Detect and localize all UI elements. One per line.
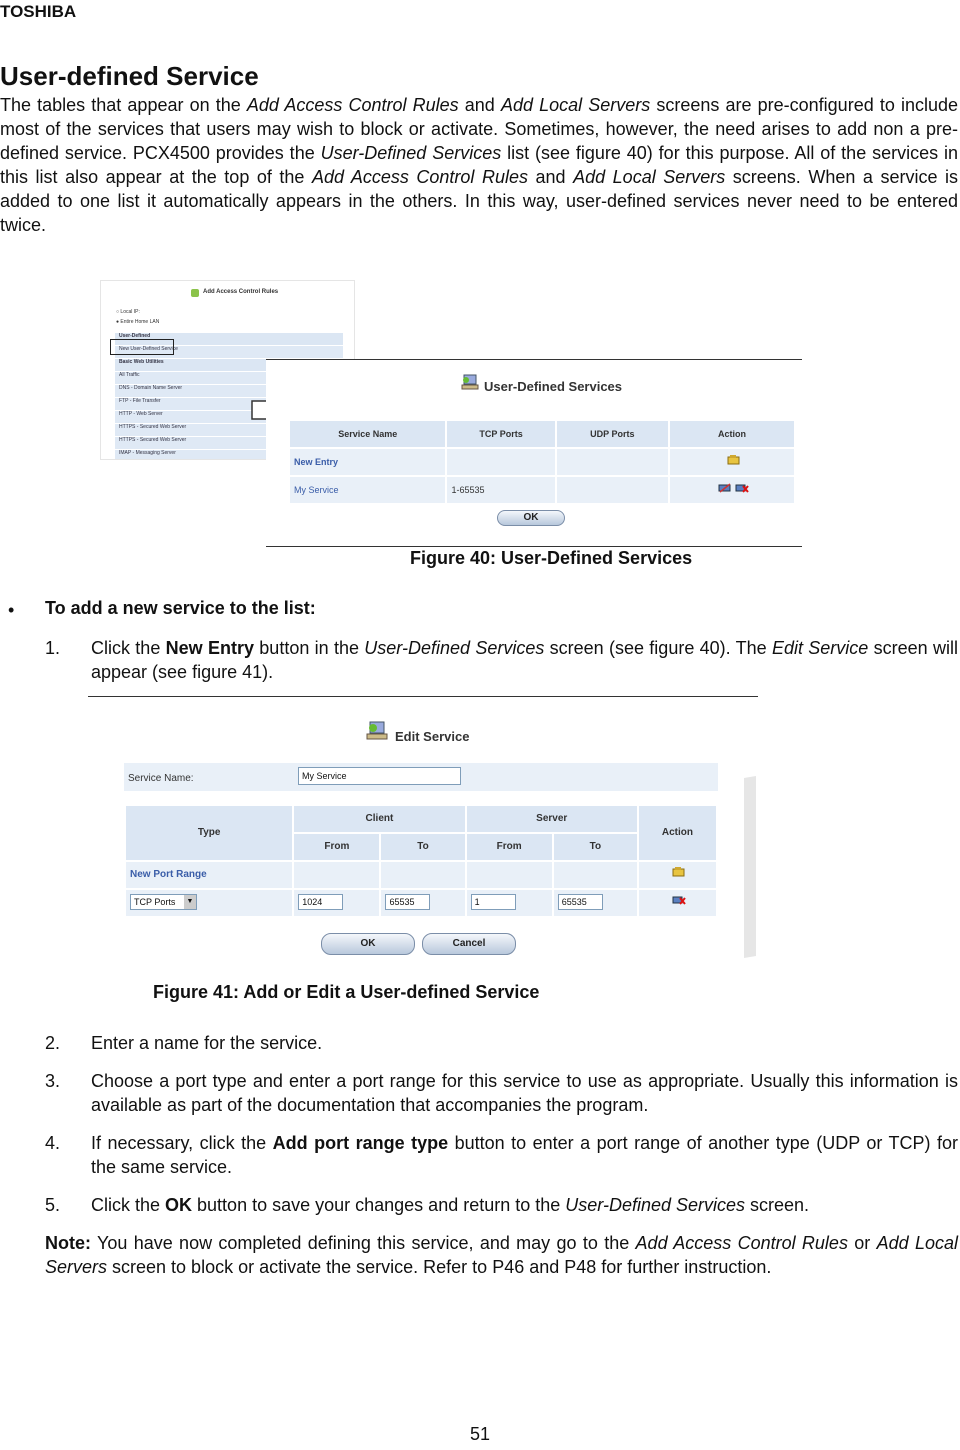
service-name-label: Service Name: <box>128 773 194 784</box>
table-row: All Traffic <box>115 372 343 384</box>
my-service-link[interactable]: My Service <box>290 477 445 503</box>
port-type-select[interactable]: TCP Ports ▼ <box>130 894 197 910</box>
section-title: User-defined Service <box>0 61 259 91</box>
client-to-input[interactable]: 65535 <box>385 894 430 910</box>
new-port-range-link[interactable]: New Port Range <box>126 862 292 888</box>
step-2-text: Enter a name for the service. <box>91 1033 323 1053</box>
step-1-text: Click the New Entry button in the User-Defined Services screen (see figure 40). The Edit Service screen will appear (see figure 41). <box>91 638 958 682</box>
table-row: Basic Web Utilities <box>115 359 343 371</box>
tcp-cell: 1-65535 <box>447 477 554 503</box>
udp-cell <box>557 477 668 503</box>
step-4-text: If necessary, click the Add port range type button to enter a port range of another type (UDP or TCP) for the same service. <box>91 1133 959 1177</box>
table-row: IMAP - Messaging Server <box>115 450 343 460</box>
col-server-to: To <box>554 834 637 860</box>
back-screen-title: Add Access Control Rules <box>203 289 279 295</box>
user-defined-services-panel <box>266 359 802 547</box>
step-5-text: Click the OK button to save your changes and return to the User-Defined Services screen. <box>91 1195 810 1215</box>
figure-40-caption: Figure 40: User-Defined Services <box>410 548 693 568</box>
col-server-from: From <box>467 834 552 860</box>
table-row <box>126 890 716 916</box>
step-number: 5. <box>45 1195 61 1215</box>
col-tcp-ports: TCP Ports <box>447 421 554 447</box>
ok-button[interactable]: OK <box>321 933 415 955</box>
col-client-to: To <box>381 834 464 860</box>
table-row: DNS - Domain Name Server <box>115 385 343 397</box>
col-server: Server <box>467 806 637 832</box>
server-from-input[interactable]: 1 <box>471 894 516 910</box>
edit-service-icon <box>365 719 389 743</box>
cancel-button[interactable]: Cancel <box>422 933 516 955</box>
service-name-row <box>124 763 718 791</box>
rules-icon <box>191 289 199 297</box>
intro-paragraph: The tables that appear on the Add Access Control Rules and Add Local Servers screens are pre-configured to include most of the services that users may wish to block or activate. Sometimes, however, the need arises to add non a pre-defined service. PCX4500 provides the User-Defined Services list (see figure 40) for this purpose. All of the services in this list also appear at the top of the Add Access Control Rules and Add Local Servers screens. When a service is added to one list it automatically appears in the others. In this way, user-defined services never need to be entered twice. <box>0 95 958 235</box>
step-3-text: Choose a port type and enter a port range for this service to use as appropriate. Usually this information is available as part of the documentation that accompanies the program. <box>91 1071 958 1115</box>
service-name-input[interactable]: My Service <box>298 767 461 785</box>
add-icon[interactable] <box>727 455 741 465</box>
step-number: 1. <box>45 638 61 658</box>
radio-local-ip[interactable]: ○ Local IP: <box>116 309 140 315</box>
table-row: HTTP - Web Server <box>115 411 343 423</box>
table-row: User-Defined <box>115 333 343 345</box>
add-icon[interactable] <box>672 867 686 877</box>
radio-entire-lan[interactable]: ● Entire Home LAN <box>116 319 160 325</box>
step-number: 2. <box>45 1033 61 1053</box>
step-number: 4. <box>45 1133 61 1153</box>
table-row <box>290 477 794 503</box>
table-row: HTTPS - Secured Web Server <box>115 437 343 449</box>
step-number: 3. <box>45 1071 61 1091</box>
tcp-cell <box>447 449 554 475</box>
col-action: Action <box>670 421 794 447</box>
col-service-name: Service Name <box>290 421 445 447</box>
udp-cell <box>557 449 668 475</box>
new-entry-link[interactable]: New Entry <box>290 449 445 475</box>
chevron-down-icon: ▼ <box>184 895 196 909</box>
edit-service-title: Edit Service <box>395 729 470 744</box>
edit-service-panel <box>88 696 758 979</box>
table-row: New User-Defined Service <box>115 346 343 358</box>
client-from-input[interactable]: 1024 <box>298 894 343 910</box>
col-action: Action <box>639 806 716 860</box>
note-paragraph: Note: You have now completed defining this service, and may go to the Add Access Control Rules or Add Local Servers screen to block or activate the service. Refer to P46 and P48 for further instruction. <box>45 1233 958 1277</box>
bullet-heading: To add a new service to the list: <box>45 598 316 618</box>
highlight-box <box>110 339 174 355</box>
table-row <box>126 862 716 888</box>
figure-41-caption: Figure 41: Add or Edit a User-defined Service <box>153 982 540 1002</box>
delete-icon[interactable] <box>735 483 749 493</box>
table-row: HTTPS - Secured Web Server <box>115 424 343 436</box>
col-udp-ports: UDP Ports <box>557 421 668 447</box>
background-ghost <box>744 776 756 958</box>
port-range-table <box>124 804 718 918</box>
col-type: Type <box>126 806 292 860</box>
ok-button[interactable]: OK <box>497 510 565 526</box>
brand-logo-text: TOSHIBA <box>0 2 77 21</box>
edit-icon[interactable] <box>718 483 732 493</box>
col-client-from: From <box>294 834 379 860</box>
table-row: FTP - File Transfer <box>115 398 343 410</box>
server-to-input[interactable]: 65535 <box>558 894 603 910</box>
col-client: Client <box>294 806 464 832</box>
panel-title: User-Defined Services <box>484 379 623 394</box>
services-computer-icon <box>460 372 480 392</box>
page-number: 51 <box>470 1424 491 1444</box>
table-row <box>290 449 794 475</box>
delete-icon[interactable] <box>672 895 686 905</box>
services-table <box>288 419 796 505</box>
bullet-icon: • <box>8 600 15 620</box>
